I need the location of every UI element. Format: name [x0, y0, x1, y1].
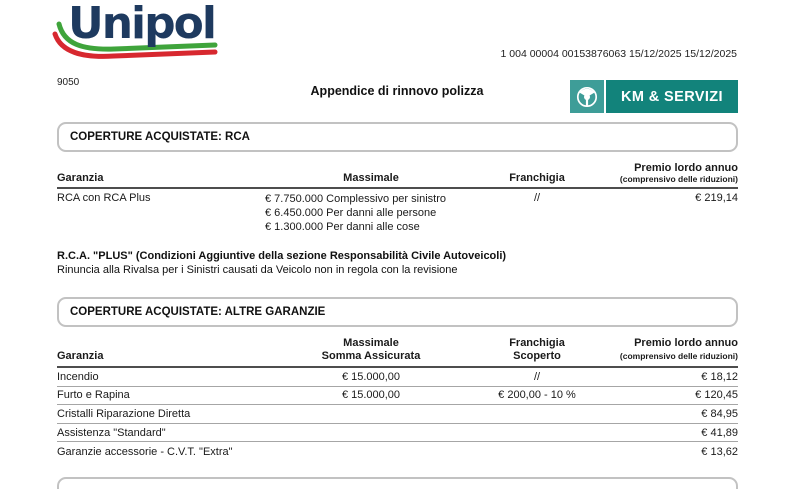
steering-wheel-icon	[570, 80, 604, 113]
section-heading-altre-garanzie	[57, 297, 738, 327]
form-code: 9050	[57, 77, 80, 88]
cell-garanzia: Incendio	[57, 370, 99, 383]
rca-plus-note	[57, 249, 738, 277]
cell-premio: € 84,95	[701, 407, 738, 420]
col-premio	[597, 162, 738, 184]
col-garanzia: Garanzia	[57, 172, 104, 184]
unipol-logo	[52, 0, 222, 68]
col-franchigia-line2: Scoperto	[513, 350, 561, 362]
col-garanzia: Garanzia	[57, 350, 104, 362]
cell-garanzia: Assistenza "Standard"	[57, 426, 166, 439]
rca-table-header	[57, 162, 738, 189]
cell-garanzia: Garanzie accessorie - C.V.T. "Extra"	[57, 445, 233, 458]
col-premio-note: (comprensivo delle riduzioni)	[619, 351, 738, 361]
massimale-line: € 7.750.000 Complessivo per sinistro	[265, 193, 446, 205]
col-massimale: Massimale	[343, 172, 399, 184]
col-premio	[597, 337, 738, 363]
massimale-line: € 6.450.000 Per danni alle persone	[265, 207, 437, 219]
cell-premio: € 219,14	[695, 192, 738, 204]
cell-franchigia: € 200,00 - 10 %	[498, 389, 576, 402]
policy-numbers: 1 004 00004 00153876063 15/12/2025 15/12/2025	[500, 48, 737, 60]
cell-franchigia: //	[533, 370, 541, 383]
table-row	[57, 405, 738, 424]
col-premio-note: (comprensivo delle riduzioni)	[619, 174, 738, 184]
altre-garanzie-table	[57, 337, 738, 461]
km-servizi-badge	[570, 80, 738, 113]
table-row	[57, 368, 738, 387]
col-premio-title: Premio lordo annuo	[634, 337, 738, 349]
col-franchigia-scoperto	[477, 337, 597, 363]
col-franchigia-line1: Franchigia	[509, 337, 565, 349]
altre-table-header	[57, 337, 738, 368]
cell-premio: € 41,89	[701, 426, 738, 439]
col-premio-title: Premio lordo annuo	[634, 162, 738, 174]
cell-garanzia: Furto e Rapina	[57, 389, 130, 402]
badge-label-box	[606, 80, 738, 113]
rca-table	[57, 162, 738, 234]
cell-garanzia: Cristalli Riparazione Diretta	[57, 407, 191, 420]
col-massimale-somma	[265, 337, 477, 363]
col-franchigia: Franchigia	[509, 172, 565, 184]
cell-franchigia: //	[533, 192, 541, 204]
cell-premio: € 120,45	[695, 389, 738, 402]
cell-garanzia: RCA con RCA Plus	[57, 192, 151, 204]
rca-plus-note-text: Rinuncia alla Rivalsa per i Sinistri causati da Veicolo non in regola con la revisione	[57, 264, 458, 276]
cell-massimale: € 15.000,00	[341, 370, 401, 383]
rca-plus-note-title: R.C.A. "PLUS" (Condizioni Aggiuntive della sezione Responsabilità Civile Autoveicoli)	[57, 250, 507, 262]
next-section-box-partial	[57, 477, 738, 489]
table-row	[57, 424, 738, 443]
table-row	[57, 189, 738, 234]
cell-massimale: € 15.000,00	[341, 389, 401, 402]
massimale-line: € 1.300.000 Per danni alle cose	[265, 221, 420, 233]
table-row	[57, 442, 738, 461]
section-heading-rca	[57, 122, 738, 152]
cell-premio: € 18,12	[701, 370, 738, 383]
cell-massimale	[265, 192, 477, 234]
col-massimale-line2: Somma Assicurata	[321, 350, 421, 362]
logo-wordmark: Unipol	[68, 0, 215, 49]
page-title: Appendice di rinnovo polizza	[310, 84, 484, 98]
section-heading-rca-label: COPERTURE ACQUISTATE: RCA	[70, 131, 250, 143]
table-row	[57, 387, 738, 406]
cell-premio: € 13,62	[701, 445, 738, 458]
col-massimale-line1: Massimale	[343, 337, 399, 349]
badge-label: KM & SERVIZI	[620, 88, 723, 105]
section-heading-altre-label: COPERTURE ACQUISTATE: ALTRE GARANZIE	[70, 306, 326, 318]
